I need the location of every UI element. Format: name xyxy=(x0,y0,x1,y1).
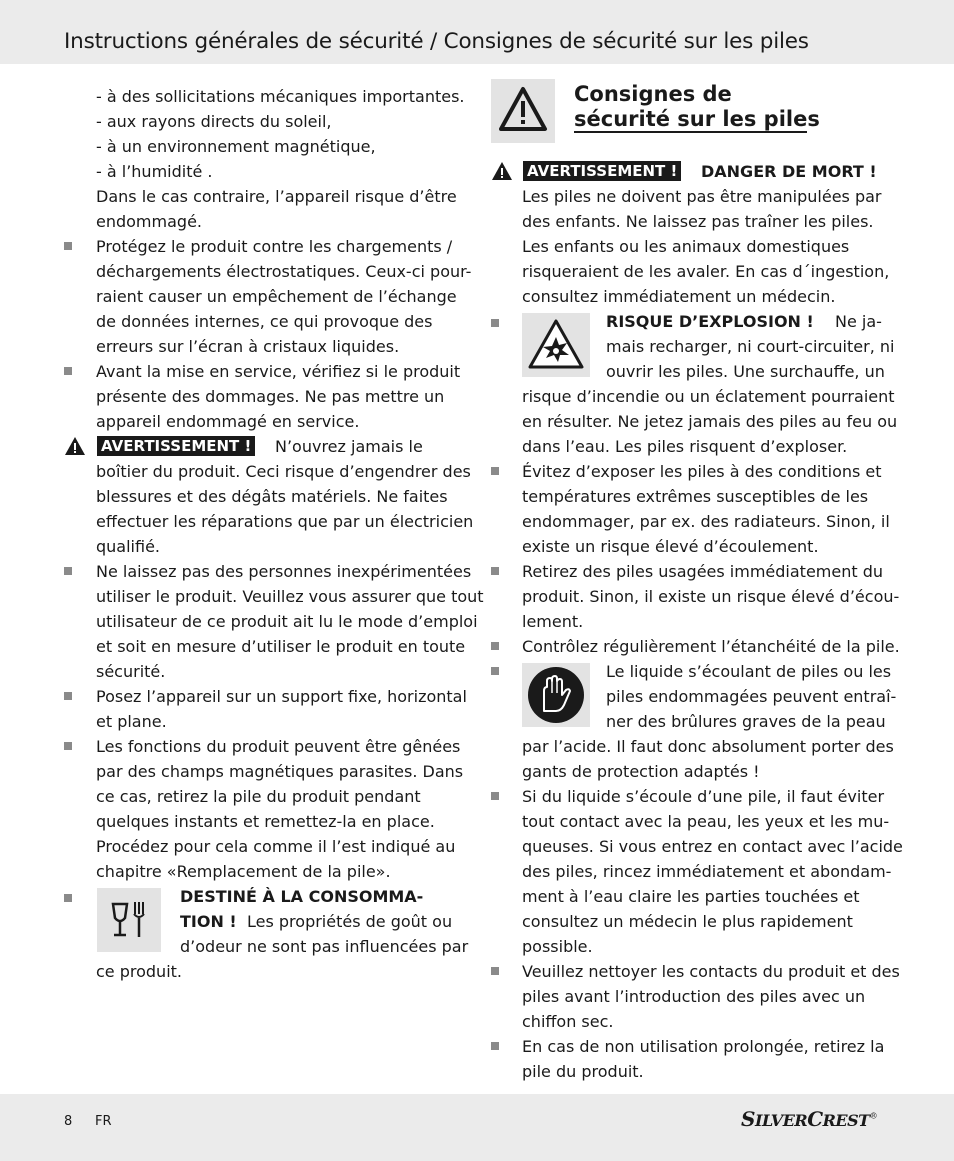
text-line: Le liquide s’écoulant de piles ou les xyxy=(606,662,892,681)
bullet-marker xyxy=(491,792,499,800)
text-line: Avant la mise en service, vérifiez si le produit xyxy=(96,362,461,381)
text-line: - à un environnement magnétique, xyxy=(96,137,376,156)
text-line: endommagé. xyxy=(96,212,202,231)
warning-triangle-icon xyxy=(491,161,513,181)
text-line: ment à l’eau claire les parties touchées et xyxy=(522,887,860,906)
text-line: piles endommagées peuvent entraî- xyxy=(606,687,897,706)
text-line: risqueraient de les avaler. En cas d´ingestion, xyxy=(522,262,890,281)
text-line: En cas de non utilisation prolongée, retirez la xyxy=(522,1037,885,1056)
text-line: en résulter. Ne jetez jamais des piles au feu ou xyxy=(522,412,898,431)
text-line: et soit en mesure d’utiliser le produit en toute xyxy=(96,637,466,656)
text-line: N’ouvrez jamais le xyxy=(275,437,423,456)
explosion-icon xyxy=(522,313,590,377)
text-line: possible. xyxy=(522,937,593,956)
warning-badge: AVERTISSEMENT ! xyxy=(523,161,681,181)
text-line: queuses. Si vous entrez en contact avec l’acide xyxy=(522,837,903,856)
page-number: 8 xyxy=(64,1114,73,1129)
text-line: qualifié. xyxy=(96,537,160,556)
explosion-label: RISQUE D’EXPLOSION ! xyxy=(606,312,814,331)
protective-gloves-icon xyxy=(522,663,590,727)
text-line: Veuillez nettoyer les contacts du produit et des xyxy=(522,962,900,981)
text-line: erreurs sur l’écran à cristaux liquides. xyxy=(96,337,400,356)
text-line: températures extrêmes susceptibles de les xyxy=(522,487,869,506)
text-line: quelques instants et remettez-la en place. xyxy=(96,812,435,831)
text-line: déchargements électrostatiques. Ceux-ci pour- xyxy=(96,262,472,281)
bullet-marker xyxy=(491,642,499,650)
bullet-marker xyxy=(64,567,72,575)
text-line: Les enfants ou les animaux domestiques xyxy=(522,237,850,256)
bullet-marker xyxy=(64,367,72,375)
text-line: et plane. xyxy=(96,712,167,731)
text-line: endommager, par ex. des radiateurs. Sinon, il xyxy=(522,512,890,531)
text-line: par des champs magnétiques parasites. Dans xyxy=(96,762,464,781)
brand-letter: S xyxy=(741,1107,755,1131)
text-line: existe un risque élevé d’écoulement. xyxy=(522,537,819,556)
text-line: tout contact avec la peau, les yeux et les mu- xyxy=(522,812,890,831)
bullet-marker xyxy=(491,319,499,327)
brand-letters: ILVER xyxy=(754,1111,808,1130)
language-code: FR xyxy=(95,1114,112,1129)
bullet-marker xyxy=(491,1042,499,1050)
brand-logo xyxy=(741,1107,877,1131)
text-line: appareil endommagé en service. xyxy=(96,412,360,431)
text-line: des piles, rincez immédiatement et abondam- xyxy=(522,862,892,881)
text-line: Si du liquide s’écoule d’une pile, il faut éviter xyxy=(522,787,885,806)
text-line: Protégez le produit contre les chargements / xyxy=(96,237,453,256)
section-title: sécurité sur les piles xyxy=(574,107,820,131)
text-line: chapitre «Remplacement de la pile». xyxy=(96,862,391,881)
text-line: ner des brûlures graves de la peau xyxy=(606,712,886,731)
text-line: Posez l’appareil sur un support fixe, horizontal xyxy=(96,687,467,706)
text-line: raient causer un empêchement de l’échange xyxy=(96,287,457,306)
bullet-marker xyxy=(491,567,499,575)
page-title: Instructions générales de sécurité / Consignes de sécurité sur les piles xyxy=(64,29,809,54)
text-line: Retirez des piles usagées immédiatement du xyxy=(522,562,884,581)
text-line: - à l’humidité . xyxy=(96,162,213,181)
text-line: Les piles ne doivent pas être manipulées par xyxy=(522,187,882,206)
text-line: Dans le cas contraire, l’appareil risque d’être xyxy=(96,187,457,206)
warning-triangle-icon xyxy=(64,436,86,456)
warning-badge: AVERTISSEMENT ! xyxy=(97,436,255,456)
text-line: de données internes, ce qui provoque des xyxy=(96,312,433,331)
text-line: par l’acide. Il faut donc absolument porter des xyxy=(522,737,894,756)
section-title: Consignes de xyxy=(574,82,732,106)
text-line: - aux rayons directs du soleil, xyxy=(96,112,332,131)
text-line: piles avant l’introduction des piles avec un xyxy=(522,987,866,1006)
text-line: consultez un médecin le plus rapidement xyxy=(522,912,853,931)
page-header xyxy=(0,0,954,64)
text-line: Ne laissez pas des personnes inexpérimentées xyxy=(96,562,472,581)
brand-letter: C xyxy=(807,1107,823,1131)
warning-triangle-icon xyxy=(491,79,555,143)
bullet-marker xyxy=(64,242,72,250)
text-line: boîtier du produit. Ceci risque d’engendrer des xyxy=(96,462,471,481)
text-line: ce produit. xyxy=(96,962,182,981)
text-line: ce cas, retirez la pile du produit pendant xyxy=(96,787,421,806)
title-underline xyxy=(574,131,807,133)
text-line: - à des sollicitations mécaniques importantes. xyxy=(96,87,465,106)
text-line: d’odeur ne sont pas influencées par xyxy=(180,937,469,956)
text-line: mais recharger, ni court-circuiter, ni xyxy=(606,337,895,356)
text-line: pile du produit. xyxy=(522,1062,644,1081)
text-line: présente des dommages. Ne pas mettre un xyxy=(96,387,445,406)
registered-mark: ® xyxy=(869,1111,878,1121)
text-line: consultez immédiatement un médecin. xyxy=(522,287,836,306)
food-safe-title: TION ! xyxy=(180,912,237,931)
text-line: dans l’eau. Les piles risquent d’exploser. xyxy=(522,437,848,456)
text-line: produit. Sinon, il existe un risque élevé d’écou- xyxy=(522,587,900,606)
brand-letters: REST xyxy=(822,1111,870,1130)
page-footer xyxy=(0,1094,954,1161)
danger-label: DANGER DE MORT ! xyxy=(701,162,877,181)
text-line: utiliser le produit. Veuillez vous assurer que tout xyxy=(96,587,484,606)
text-line: gants de protection adaptés ! xyxy=(522,762,760,781)
text-line: Évitez d’exposer les piles à des conditions et xyxy=(522,462,882,481)
text-line: Contrôlez régulièrement l’étanchéité de la pile. xyxy=(522,637,900,656)
text-line: lement. xyxy=(522,612,584,631)
text-line: chiffon sec. xyxy=(522,1012,614,1031)
text-line: Les fonctions du produit peuvent être gênées xyxy=(96,737,461,756)
bullet-marker xyxy=(64,692,72,700)
bullet-marker xyxy=(64,742,72,750)
food-safe-title: DESTINÉ À LA CONSOMMA- xyxy=(180,887,424,906)
text-line: blessures et des dégâts matériels. Ne faites xyxy=(96,487,448,506)
text-line: Les propriétés de goût ou xyxy=(247,912,453,931)
text-line: sécurité. xyxy=(96,662,166,681)
text-line: risque d’incendie ou un éclatement pourraient xyxy=(522,387,895,406)
bullet-marker xyxy=(491,967,499,975)
text-line: des enfants. Ne laissez pas traîner les piles. xyxy=(522,212,874,231)
bullet-marker xyxy=(491,467,499,475)
bullet-marker xyxy=(491,667,499,675)
text-line: effectuer les réparations que par un électricien xyxy=(96,512,474,531)
text-line: Procédez pour cela comme il l’est indiqué au xyxy=(96,837,456,856)
bullet-marker xyxy=(64,894,72,902)
text-line: Ne ja- xyxy=(835,312,882,331)
text-line: utilisateur de ce produit ait lu le mode d’emploi xyxy=(96,612,478,631)
food-safe-icon xyxy=(97,888,161,952)
text-line: ouvrir les piles. Une surchauffe, un xyxy=(606,362,885,381)
